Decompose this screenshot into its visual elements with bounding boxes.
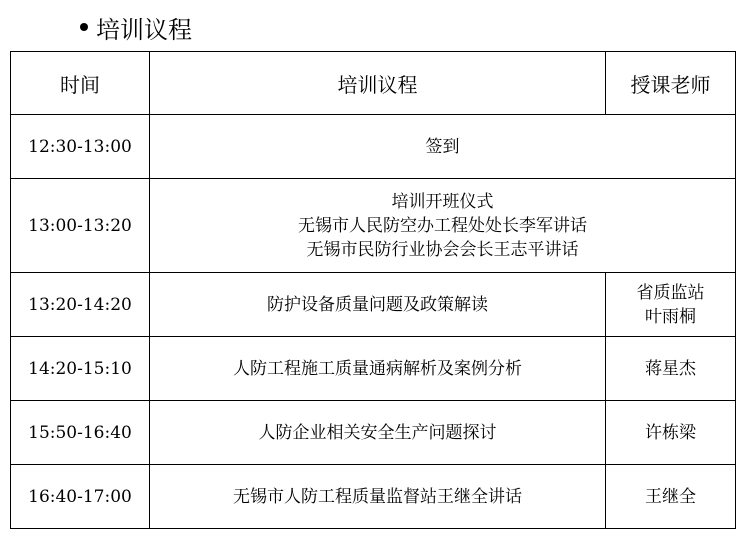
header-time: 时间 xyxy=(11,52,150,115)
header-agenda: 培训议程 xyxy=(150,52,606,115)
speaker-line: 许栋梁 xyxy=(645,422,696,443)
table-header-row xyxy=(11,52,736,115)
table-row xyxy=(11,115,736,179)
row-speaker xyxy=(606,273,736,337)
agenda-line: 无锡市人民防空办工程处处长李军讲话 xyxy=(298,215,587,236)
agenda-line: 人防企业相关安全生产问题探讨 xyxy=(258,422,497,443)
row-speaker xyxy=(606,465,736,529)
row-agenda xyxy=(150,273,606,337)
row-time: 16:40-17:00 xyxy=(11,465,150,529)
agenda-line: 培训开班仪式 xyxy=(391,191,494,212)
agenda-line: 无锡市人防工程质量监督站王继全讲话 xyxy=(233,486,522,507)
table-row xyxy=(11,179,736,273)
row-agenda xyxy=(150,337,606,401)
row-time: 14:20-15:10 xyxy=(11,337,150,401)
section-heading-text: 培训议程 xyxy=(96,15,192,44)
row-speaker xyxy=(606,401,736,465)
agenda-line: 人防工程施工质量通病解析及案例分析 xyxy=(233,358,522,379)
row-agenda xyxy=(150,115,736,179)
agenda-line: 签到 xyxy=(425,136,460,157)
row-speaker xyxy=(606,337,736,401)
table-row xyxy=(11,273,736,337)
speaker-line: 蒋星杰 xyxy=(645,358,696,379)
row-time: 15:50-16:40 xyxy=(11,401,150,465)
row-time: 12:30-13:00 xyxy=(11,115,150,179)
agenda-line: 防护设备质量问题及政策解读 xyxy=(267,294,488,315)
row-agenda xyxy=(150,179,736,273)
section-heading xyxy=(80,10,192,44)
row-agenda xyxy=(150,401,606,465)
row-agenda xyxy=(150,465,606,529)
row-time: 13:20-14:20 xyxy=(11,273,150,337)
speaker-line: 叶雨桐 xyxy=(645,306,696,327)
bullet-icon xyxy=(80,23,88,31)
speaker-line: 省质监站 xyxy=(636,282,705,303)
row-time: 13:00-13:20 xyxy=(11,179,150,273)
agenda-line: 无锡市民防行业协会会长王志平讲话 xyxy=(306,239,579,260)
table-row xyxy=(11,337,736,401)
speaker-line: 王继全 xyxy=(645,486,696,507)
agenda-table xyxy=(10,51,736,529)
table-row xyxy=(11,465,736,529)
header-speaker: 授课老师 xyxy=(606,52,736,115)
table-row xyxy=(11,401,736,465)
